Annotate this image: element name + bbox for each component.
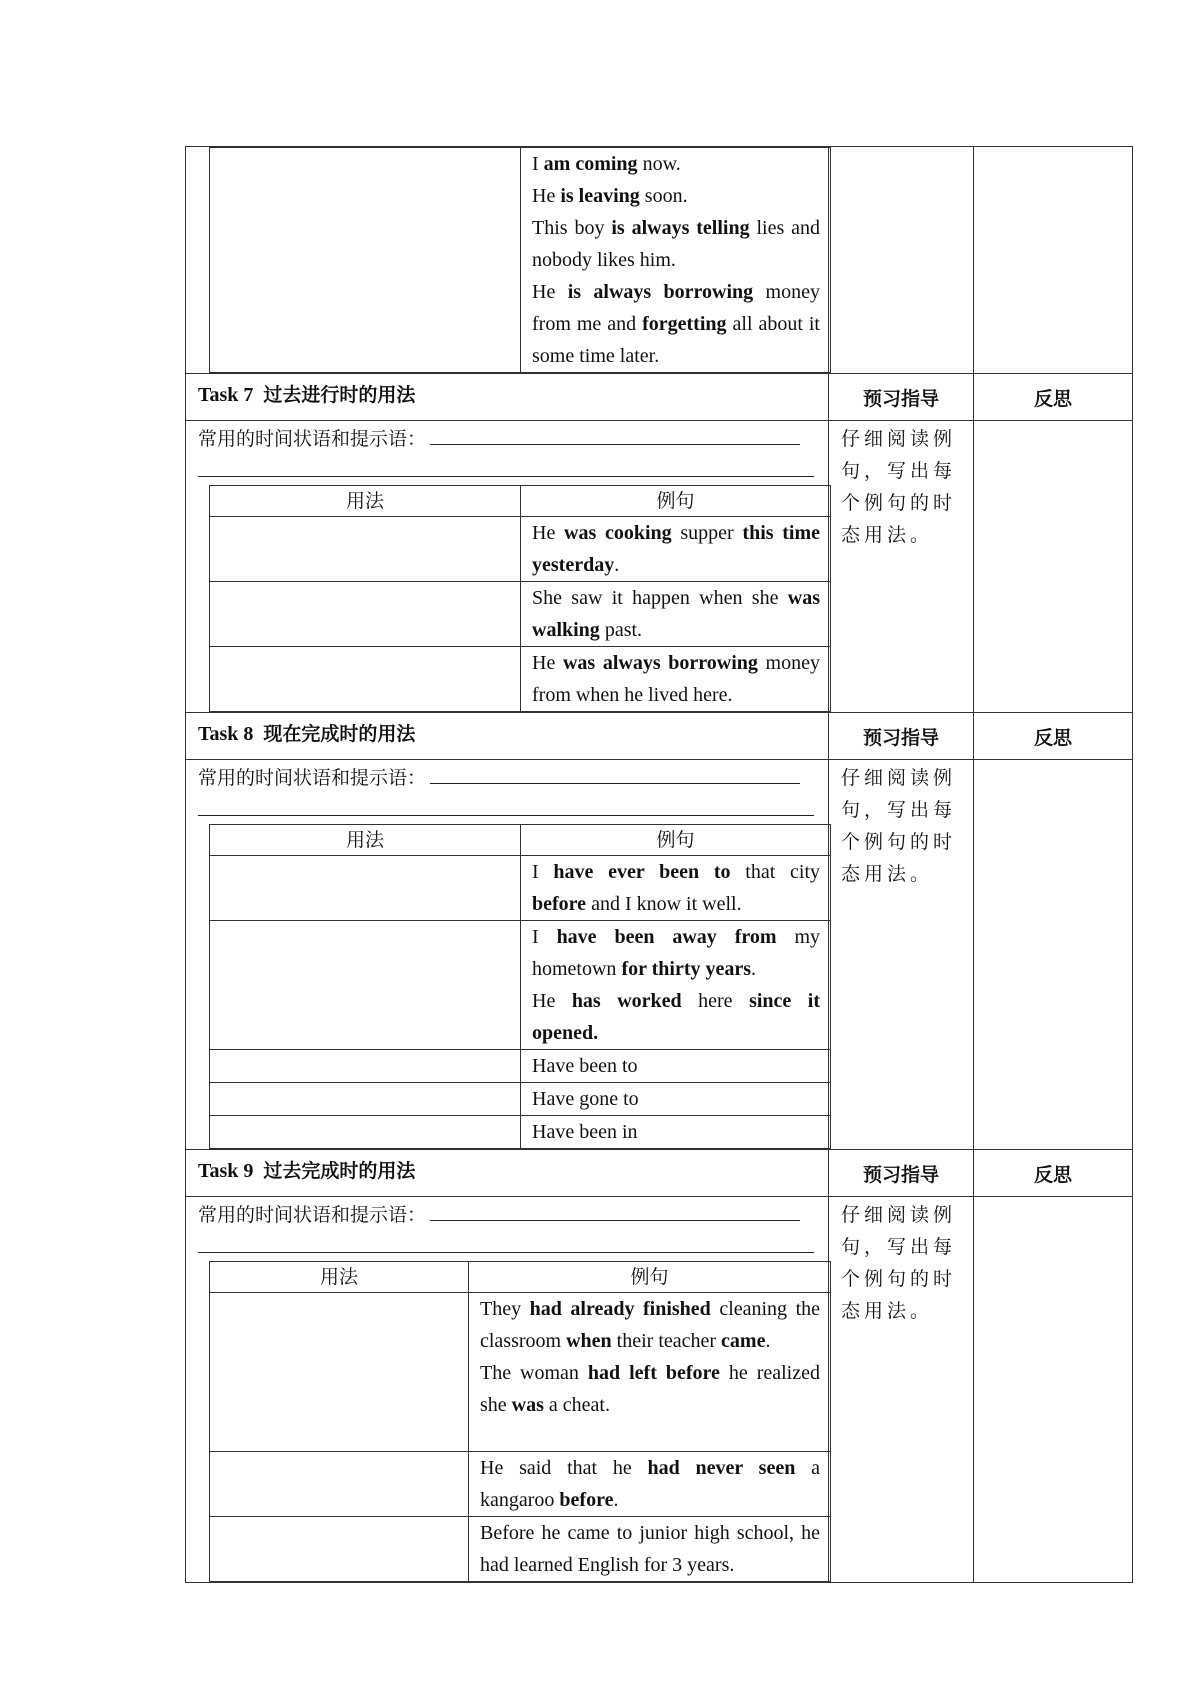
task7-title: Task 7 过去进行时的用法 <box>186 374 829 421</box>
example-sentence: They had already finished cleaning the classroom when their teacher came. <box>480 1298 821 1352</box>
task9-guide-header: 预习指导 <box>829 1150 974 1197</box>
task7-guide-header: 预习指导 <box>829 374 974 421</box>
reflection-cell[interactable] <box>974 147 1133 374</box>
emphasis-text: since it opened. <box>532 990 820 1044</box>
col-example-header: 例句 <box>521 825 831 856</box>
emphasis-text: am coming <box>543 153 638 175</box>
task8-title: Task 8 现在完成时的用法 <box>186 713 829 760</box>
task7-header-row <box>186 374 1133 421</box>
usage-cell[interactable] <box>210 1517 469 1582</box>
task8-body-row <box>186 760 1133 1150</box>
col-example-header: 例句 <box>521 486 831 517</box>
task7-reflect-header: 反思 <box>974 374 1133 421</box>
example-sentence: She saw it happen when she was walking past. <box>532 587 820 641</box>
task9-blank-line[interactable] <box>430 1200 800 1221</box>
task7-blank-line[interactable] <box>430 424 800 445</box>
example-cell <box>521 1050 831 1083</box>
example-sentence: The woman had left before he realized she was a cheat. <box>480 1362 820 1416</box>
task7-reflection-cell[interactable] <box>974 421 1133 713</box>
example-cell <box>521 647 831 712</box>
emphasis-text: when <box>566 1330 612 1352</box>
emphasis-text: was walking <box>532 587 820 641</box>
emphasis-text: is leaving <box>560 185 640 207</box>
emphasis-text: had never seen <box>647 1457 796 1479</box>
emphasis-text: before <box>532 893 587 915</box>
example-sentence: I have ever been to that city before and I know it well. <box>532 861 820 915</box>
task7-guide-text: 仔细阅读例句，写出每个例句的时态用法。 <box>829 421 974 713</box>
example-sentence: Have been to <box>532 1055 638 1077</box>
emphasis-text: for thirty years <box>621 958 752 980</box>
col-example-header: 例句 <box>469 1262 831 1293</box>
emphasis-text: this time yesterday <box>532 522 820 576</box>
usage-cell[interactable] <box>210 1083 521 1116</box>
usage-cell[interactable] <box>210 856 521 921</box>
example-cell <box>521 582 831 647</box>
example-sentence: Have gone to <box>532 1088 639 1110</box>
task8-blank-line[interactable] <box>430 763 800 784</box>
worksheet-table <box>185 146 1133 1583</box>
task8-guide-text: 仔细阅读例句，写出每个例句的时态用法。 <box>829 760 974 1150</box>
usage-cell[interactable] <box>210 148 521 373</box>
task7-example-table <box>209 485 831 712</box>
top-example-table <box>209 147 831 373</box>
example-sentence: I am coming now. <box>532 153 681 175</box>
task9-guide-text: 仔细阅读例句，写出每个例句的时态用法。 <box>829 1197 974 1583</box>
example-sentence: Have been in <box>532 1121 638 1143</box>
usage-cell[interactable] <box>210 921 521 1050</box>
task7-body-row <box>186 421 1133 713</box>
emphasis-text: has worked <box>571 990 682 1012</box>
usage-cell[interactable] <box>210 517 521 582</box>
emphasis-text: came <box>721 1330 766 1352</box>
example-cell <box>469 1293 831 1452</box>
task8-blank-line-2[interactable] <box>198 815 814 816</box>
emphasis-text: is always borrowing <box>567 281 754 303</box>
task9-blank-line-2[interactable] <box>198 1252 814 1253</box>
task9-prompt: 常用的时间状语和提示语： <box>186 1197 828 1261</box>
task8-example-table <box>209 824 831 1149</box>
task9-body-row <box>186 1197 1133 1583</box>
task9-reflection-cell[interactable] <box>974 1197 1133 1583</box>
task9-title: Task 9 过去完成时的用法 <box>186 1150 829 1197</box>
usage-cell[interactable] <box>210 1293 469 1452</box>
col-usage-header: 用法 <box>210 825 521 856</box>
usage-cell[interactable] <box>210 582 521 647</box>
task8-reflection-cell[interactable] <box>974 760 1133 1150</box>
example-cell <box>469 1452 831 1517</box>
example-sentence: This boy is always telling lies and nobody likes him. <box>532 217 821 271</box>
task9-example-table <box>209 1261 831 1582</box>
guide-cell <box>829 147 974 374</box>
example-sentence: He is always borrowing money from me and forgetting all about it some time later. <box>532 281 820 367</box>
emphasis-text: forgetting <box>642 313 727 335</box>
col-usage-header: 用法 <box>210 486 521 517</box>
example-cell <box>521 1083 831 1116</box>
example-cell <box>521 517 831 582</box>
example-cell <box>521 148 831 373</box>
col-usage-header: 用法 <box>210 1262 469 1293</box>
emphasis-text: before <box>559 1489 614 1511</box>
task7-prompt: 常用的时间状语和提示语： <box>186 421 828 485</box>
example-sentence: I have been away from my hometown for thirty years. <box>532 926 821 980</box>
emphasis-text: was cooking <box>564 522 672 544</box>
example-sentence: Before he came to junior high school, he had learned English for 3 years. <box>480 1522 820 1576</box>
example-cell <box>521 856 831 921</box>
usage-cell[interactable] <box>210 1050 521 1083</box>
emphasis-text: have ever been to <box>553 861 731 883</box>
usage-cell[interactable] <box>210 1452 469 1517</box>
emphasis-text: had left before <box>587 1362 720 1384</box>
example-sentence: He has worked here since it opened. <box>532 990 820 1044</box>
example-sentence: He is leaving soon. <box>532 185 688 207</box>
example-cell <box>521 1116 831 1149</box>
example-sentence: He was always borrowing money from when he lived here. <box>532 652 820 706</box>
task7-blank-line-2[interactable] <box>198 476 814 477</box>
emphasis-text: is always telling <box>611 217 750 239</box>
task8-guide-header: 预习指导 <box>829 713 974 760</box>
example-sentence: He was cooking supper this time yesterday. <box>532 522 820 576</box>
task9-header-row <box>186 1150 1133 1197</box>
task9-reflect-header: 反思 <box>974 1150 1133 1197</box>
emphasis-text: had already finished <box>529 1298 711 1320</box>
usage-cell[interactable] <box>210 647 521 712</box>
example-sentence: He said that he had never seen a kangaroo before. <box>480 1457 820 1511</box>
task8-prompt: 常用的时间状语和提示语： <box>186 760 828 824</box>
top-continuation-row <box>186 147 1133 374</box>
task8-header-row <box>186 713 1133 760</box>
example-cell <box>521 921 831 1050</box>
emphasis-text: was always borrowing <box>562 652 758 674</box>
task8-reflect-header: 反思 <box>974 713 1133 760</box>
emphasis-text: have been away from <box>556 926 777 948</box>
emphasis-text: was <box>511 1394 544 1416</box>
example-cell <box>469 1517 831 1582</box>
usage-cell[interactable] <box>210 1116 521 1149</box>
